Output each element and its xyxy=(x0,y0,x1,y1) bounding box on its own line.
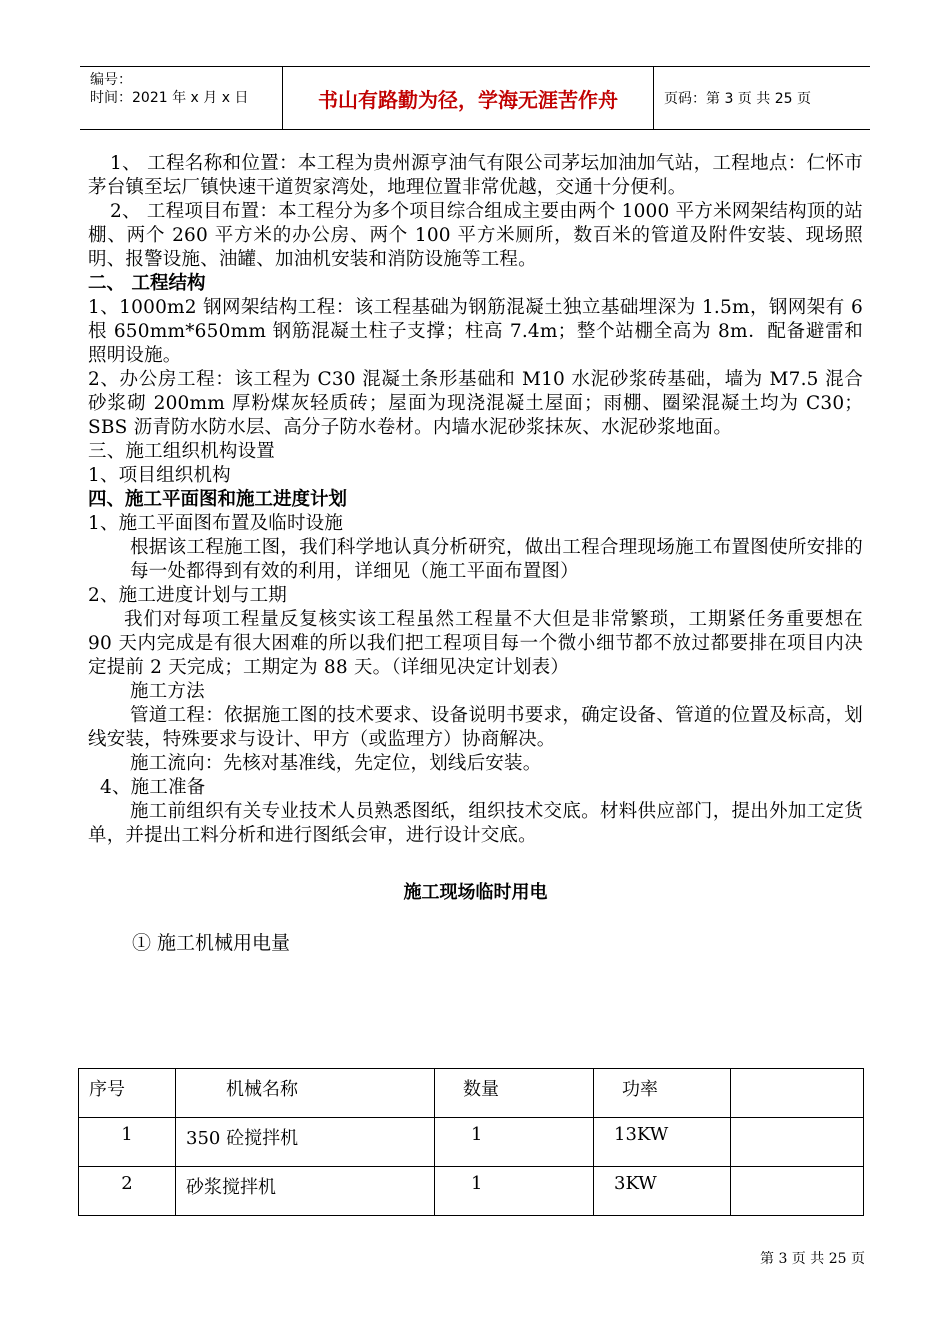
table-cell xyxy=(731,1167,864,1216)
table-cell: 13KW xyxy=(594,1118,731,1167)
table-header-row xyxy=(79,1069,864,1118)
table-cell: 3KW xyxy=(594,1167,731,1216)
section-heading: 二、 工程结构 xyxy=(88,273,206,294)
table-row xyxy=(79,1118,864,1167)
section-heading: 三、施工组织机构设置 xyxy=(88,441,276,462)
number-label: 编号： xyxy=(90,72,132,88)
header-page-number: 页码：第 3 页 共 25 页 xyxy=(664,91,811,107)
document-body xyxy=(88,152,863,985)
paragraph: 2、 工程项目布置：本工程分为多个项目综合组成主要由两个 1000 平方米网架结构顶的站棚、两个 260 平方米的办公房、两个 100 平方米厕所，数百米的管道及附件安装、现场照明、报警设施、油罐、加油机安装和消防设施等工程。 xyxy=(88,201,863,270)
paragraph: 根据该工程施工图，我们科学地认真分析研究，做出工程合理现场施工布置图使所安排的每一处都得到有效的利用，详细见（施工平面布置图） xyxy=(130,537,863,582)
table-header-cell xyxy=(731,1069,864,1118)
table-header-cell: 数量 xyxy=(435,1069,594,1118)
machine-power-table xyxy=(78,1068,864,1216)
table-cell: 1 xyxy=(435,1118,594,1167)
table-cell: 2 xyxy=(79,1167,176,1216)
paragraph: 施工前组织有关专业技术人员熟悉图纸，组织技术交底。材料供应部门，提出外加工定货单，并提出工料分析和进行图纸会审，进行设计交底。 xyxy=(88,801,863,846)
sub-heading: 1、施工平面图布置及临时设施 xyxy=(88,513,344,534)
table-cell: 砂浆搅拌机 xyxy=(176,1167,435,1216)
paragraph: 我们对每项工程量反复核实该工程虽然工程量不大但是非常繁琐，工期紧任务重要想在 90 天内完成是有很大困难的所以我们把工程项目每一个微小细节都不放过都要排在项目内决定提前 2 天完成；工期定为 88 天。（详细见决定计划表） xyxy=(88,609,863,678)
table-header-cell: 功率 xyxy=(594,1069,731,1118)
sub-heading: 4、施工准备 xyxy=(100,777,206,798)
sub-heading: 2、施工进度计划与工期 xyxy=(88,585,287,606)
table-cell: 1 xyxy=(435,1167,594,1216)
table-cell: 1 xyxy=(79,1118,176,1167)
header-motto: 书山有路勤为径，学海无涯苦作舟 xyxy=(282,67,654,129)
page-header xyxy=(80,66,870,130)
paragraph: 1、 工程名称和位置：本工程为贵州源亨油气有限公司茅坛加油加气站，工程地点：仁怀市茅台镇至坛厂镇快速干道贺家湾处，地理位置非常优越，交通十分便利。 xyxy=(88,153,863,198)
table-cell: 350 砼搅拌机 xyxy=(176,1118,435,1167)
table-header-cell: 序号 xyxy=(79,1069,176,1118)
section-heading: 四、施工平面图和施工进度计划 xyxy=(88,489,348,510)
machine-power-title: ① 施工机械用电量 xyxy=(132,932,291,954)
paragraph: 1、1000m2 钢网架结构工程：该工程基础为钢筋混凝土独立基础埋深为 1.5m，钢网架有 6 根 650mm*650mm 钢筋混凝土柱子支撑；柱高 7.4m；整个站棚全高为 8m．配备避雷和照明设施。 xyxy=(88,297,863,366)
table-row xyxy=(79,1167,864,1216)
paragraph: 施工流向：先核对基准线，先定位，划线后安装。 xyxy=(130,753,542,774)
paragraph: 管道工程：依据施工图的技术要求、设备说明书要求，确定设备、管道的位置及标高，划线安装，特殊要求与设计、甲方（或监理方）协商解决。 xyxy=(88,705,863,750)
table-cell xyxy=(731,1118,864,1167)
time-label: 时间：2021 年 x 月 x 日 xyxy=(90,90,249,106)
paragraph: 施工方法 xyxy=(130,681,205,702)
paragraph: 2、办公房工程：该工程为 C30 混凝土条形基础和 M10 水泥砂浆砖基础，墙为 M7.5 混合砂浆砌 200mm 厚粉煤灰轻质砖；屋面为现浇混凝土屋面；雨棚、圈梁混凝土均为 C30；SBS 沥青防水防水层、高分子防水卷材。内墙水泥砂浆抹灰、水泥砂浆地面。 xyxy=(88,369,863,438)
table-header-cell: 机械名称 xyxy=(176,1069,435,1118)
page-footer: 第 3 页 共 25 页 xyxy=(760,1251,865,1267)
section-title: 施工现场临时用电 xyxy=(403,882,548,903)
sub-heading: 1、项目组织机构 xyxy=(88,465,231,486)
header-meta xyxy=(80,67,282,129)
